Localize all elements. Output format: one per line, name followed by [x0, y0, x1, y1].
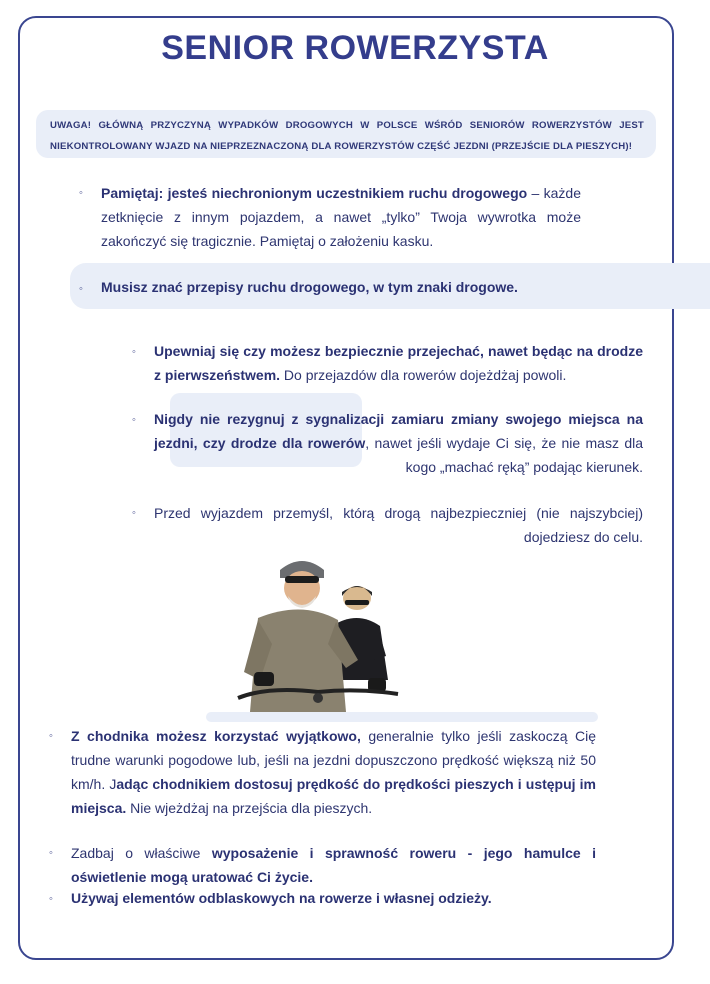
item-bold: Używaj elementów odblaskowych na rowerze i własnej odzieży.	[71, 890, 492, 906]
item-bold: Z chodnika możesz korzystać wyjątkowo,	[71, 728, 361, 744]
item-bold: wyposażenie i sprawność roweru - jego hamulce i oświetlenie mogą uratować Ci życie.	[71, 845, 596, 885]
list-item-equipment	[71, 841, 596, 889]
list-item-rules	[101, 275, 641, 299]
bullet-icon: ◦	[132, 414, 136, 426]
warning-box: UWAGA! GŁÓWNĄ PRZYCZYNĄ WYPADKÓW DROGOWYCH W POLSCE WŚRÓD SENIORÓW ROWERZYSTÓW JEST NIEKONTROLOWANY WJAZD NA NIEPRZEZNACZONĄ DLA ROWERZYSTÓW CZĘŚĆ JEZDNI (PRZEJŚCIE DLA PIESZYCH)!	[36, 110, 656, 158]
item-text: – każde zetknięcie z innym pojazdem, a nawet „tylko” Twoja wywrotka może zakończyć się tragicznie. Pamiętaj o założeniu kasku.	[101, 185, 581, 249]
page-title: SENIOR ROWERZYSTA	[161, 29, 549, 67]
bullet-icon: ◦	[49, 893, 53, 905]
bullet-icon: ◦	[49, 847, 53, 859]
list-item-sidewalk	[71, 724, 596, 820]
list-item-reflective	[71, 886, 596, 910]
item-text: Zadbaj o właściwe	[71, 845, 212, 861]
list-item-priority	[154, 339, 643, 387]
item-bold: adąc chodnikiem dostosuj prędkość do prędkości pieszych i ustępuj im miejsca.	[71, 776, 596, 816]
bullet-icon: ◦	[79, 283, 83, 295]
item-bold: Pamiętaj: jesteś niechronionym uczestnikiem ruchu drogowego	[101, 185, 528, 201]
list-item-helmet	[101, 181, 581, 253]
bullet-icon: ◦	[132, 507, 136, 519]
bullet-icon: ◦	[132, 346, 136, 358]
list-item-signaling	[154, 407, 643, 479]
list-item-route	[154, 501, 643, 549]
bullet-icon: ◦	[79, 187, 83, 199]
item-text: Do przejazdów dla rowerów dojeżdżaj powoli.	[280, 367, 567, 383]
item-bold: Nigdy nie rezygnuj z sygnalizacji zamiaru zmiany swojego miejsca na jezdni, czy drodze dla rowerów	[154, 411, 643, 451]
item-text: Nie wjeżdżaj na przejścia dla pieszych.	[126, 800, 373, 816]
senior-cyclists-photo	[228, 548, 408, 712]
item-text: generalnie tylko jeśli zaskoczą Cię trudne warunki pogodowe lub, jeśli na jezdni dopuszczono prędkość większą niż 50 km/h. J	[71, 728, 596, 792]
item-text: Przed wyjazdem przemyśl, którą drogą najbezpieczniej (nie najszybciej) dojedziesz do celu.	[154, 505, 643, 545]
item-text: , nawet jeśli wydaje Ci się, że nie masz dla kogo „machać ręką” podając kierunek.	[365, 435, 644, 475]
item-bold: Upewniaj się czy możesz bezpiecznie przejechać, nawet będąc na drodze z pierwszeństwem.	[154, 343, 643, 383]
highlight-strip	[206, 712, 598, 722]
bullet-icon: ◦	[49, 730, 53, 742]
item-bold: Musisz znać przepisy ruchu drogowego, w tym znaki drogowe.	[101, 279, 518, 295]
